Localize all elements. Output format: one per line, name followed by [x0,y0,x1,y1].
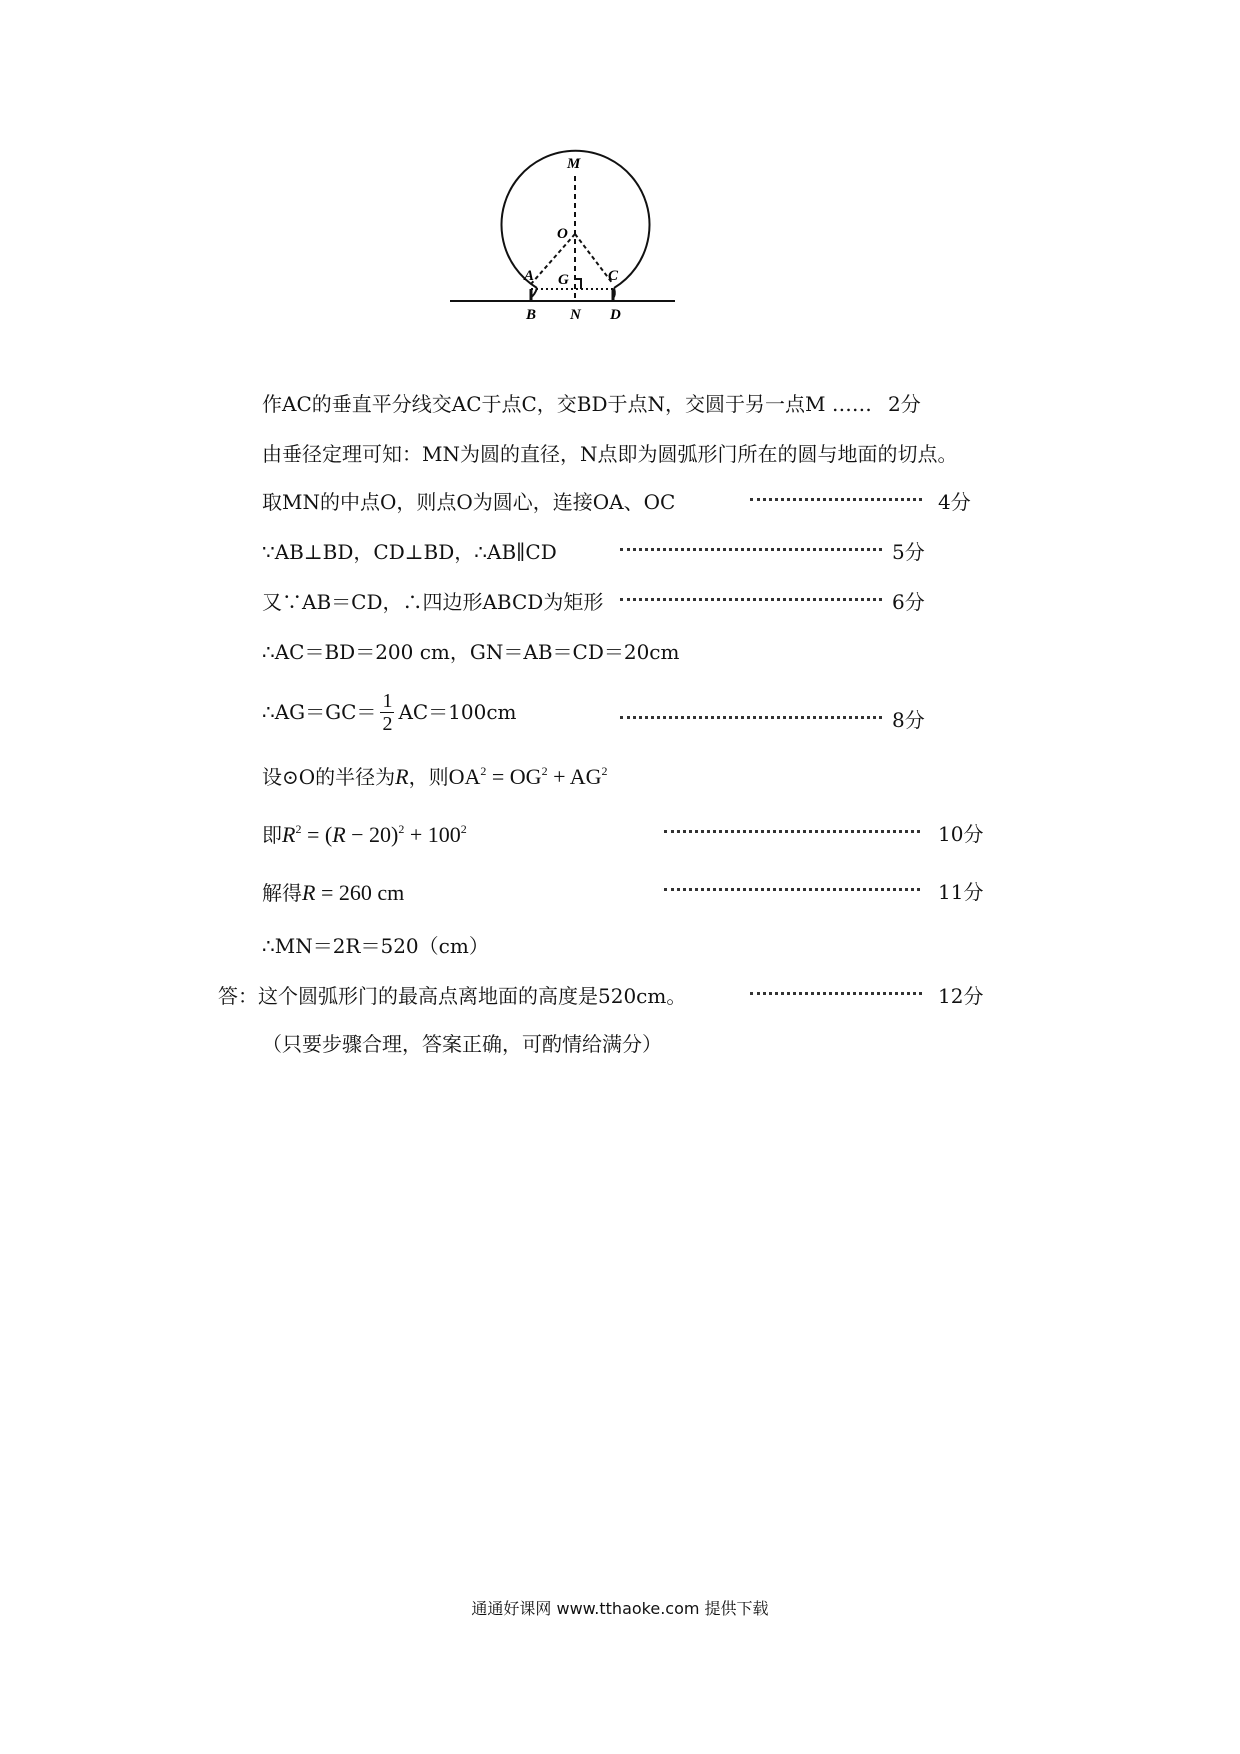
line-3-text: 取MN的中点O，则点O为圆心，连接OA、OC [262,490,676,514]
line-4-text: ∵AB⊥BD，CD⊥BD，∴AB∥CD [262,540,557,564]
dot-leader [750,988,922,995]
line-9-formula [262,824,467,846]
eq-part: = 260 cm [315,880,405,905]
line-5-text: 又∵AB＝CD，∴四边形ABCD为矩形 [262,590,604,614]
line-1-text: 作AC的垂直平分线交AC于点C，交BD于点N，交圆于另一点M …… [262,392,872,416]
svg-text:O: O [557,226,568,242]
var-r: R [332,822,346,847]
eq-part: = ( [301,822,333,847]
page-footer: 通通好课网 www.tthaoke.com 提供下载 [471,1599,769,1618]
exponent: 2 [601,764,608,778]
eq-part: − 20) [345,822,399,847]
exponent: 2 [398,822,405,836]
svg-text:A: A [524,268,535,284]
line-2-text: 由垂径定理可知：MN为圆的直径，N点即为圆弧形门所在的圆与地面的切点。 [262,442,958,466]
line-6-text: ∴AC＝BD＝200 cm，GN＝AB＝CD＝20cm [262,640,680,664]
line-10-score: 11分 [938,880,984,904]
svg-text:M: M [567,156,581,172]
exponent: 2 [460,822,467,836]
line-7-score: 8分 [892,708,925,732]
line-8-formula [262,766,608,788]
dot-leader [664,884,920,891]
svg-text:C: C [608,268,619,284]
fraction-one-half [380,690,394,735]
var-r: R [302,880,316,905]
exponent: 2 [541,764,548,778]
equation-r-squared [282,822,467,847]
line-7-suffix: AC＝100cm [398,700,517,724]
line-3-score: 4分 [938,490,971,514]
line-13-text: （只要步骤合理，答案正确，可酌情给满分） [262,1032,662,1056]
dot-leader [620,594,882,601]
line-8-mid: ，则 [408,765,449,789]
line-9-score: 10分 [938,822,984,846]
line-1-score: 2分 [888,392,921,416]
exponent: 2 [480,764,487,778]
var-r: R [282,822,296,847]
line-10-formula [262,882,404,904]
eq-oa: OA [448,764,481,789]
dot-leader [664,826,920,833]
line-9-prefix: 即 [262,823,282,847]
line-12-text: 答：这个圆弧形门的最高点离地面的高度是520cm。 [218,984,687,1008]
eq-ag: + AG [547,764,602,789]
circle-door-diagram [500,156,770,368]
svg-text:G: G [558,272,569,288]
line-11-text: ∴MN＝2R＝520（cm） [262,934,489,958]
equation-oa-og-ag [449,764,608,789]
line-12-score: 12分 [938,984,984,1008]
eq-og: = OG [486,764,542,789]
line-10-prefix: 解得 [262,881,302,905]
line-5-score: 6分 [892,590,925,614]
fraction-numerator: 1 [382,689,393,712]
dot-leader [620,544,882,551]
dot-leader [620,712,882,719]
eq-part: + 100 [404,822,461,847]
svg-text:N: N [570,307,581,323]
line-8-prefix: 设⊙O的半径为 [262,765,396,789]
dot-leader [750,494,922,501]
line-7-formula [262,684,517,740]
line-4-score: 5分 [892,540,925,564]
fraction-denominator: 2 [382,712,393,735]
svg-text:D: D [610,307,621,323]
exponent: 2 [295,822,302,836]
line-7-prefix: ∴AG＝GC＝ [262,700,377,724]
svg-text:B: B [526,307,537,323]
var-r: R [395,764,409,789]
